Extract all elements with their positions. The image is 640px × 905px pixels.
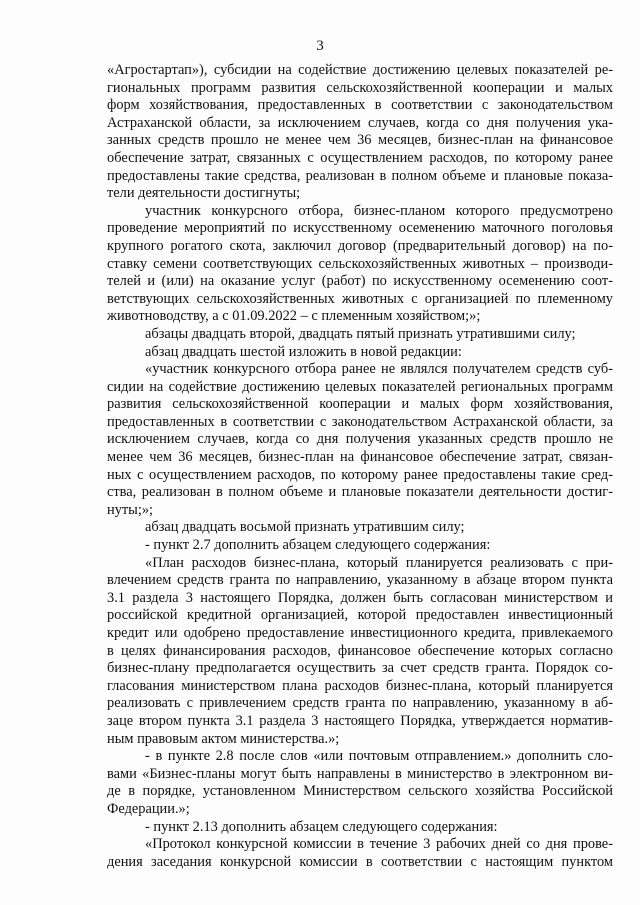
text-line: де в порядке, установленном Министерством сельского хозяйства Российской	[107, 783, 613, 800]
text-line: - пункт 2.7 дополнить абзацем следующего содержания:	[145, 537, 491, 554]
text-line: ных с осуществлением расходов, по которому ранее предоставлены такие сред-	[107, 466, 613, 483]
text-line: дения заседания конкурсной комиссии в соответствии с настоящим пунктом	[107, 853, 613, 870]
text-line: абзац двадцать восьмой признать утратившим силу;	[145, 519, 465, 536]
text-line: в целях финансирования расходов, финансовое обеспечение которых согласно	[107, 642, 613, 659]
text-line: «План расходов бизнес-плана, который планируется реализовать с при-	[145, 554, 613, 571]
text-line: занных средств прошло не менее чем 36 месяцев, бизнес-план на финансовое	[107, 132, 613, 149]
text-line: «Протокол конкурсной комиссии в течение 3 рабочих дней со дня прове-	[145, 836, 613, 853]
text-line: сидии на содействие достижению целевых показателей региональных программ	[107, 378, 613, 395]
text-line: телей и (или) на оказание услуг (работ) по искусственному осеменению соот-	[107, 273, 613, 290]
text-line: влечением средств гранта по направлению, указанному в абзаце втором пункта	[107, 572, 613, 589]
text-line: кредит или одобрено предоставление инвестиционного кредита, привлекаемого	[107, 625, 613, 641]
text-line: проведение мероприятий по искусственному осеменению маточного поголовья	[107, 220, 613, 237]
page-number: 3	[316, 38, 324, 54]
text-line: ставку семени соответствующих сельскохозяйственных животных – производи-	[107, 255, 613, 272]
text-line: животноводству, а с 01.09.2022 – с племенным хозяйством;»;	[107, 308, 481, 325]
text-line: нуты;»;	[107, 501, 154, 518]
text-line: - пункт 2.13 дополнить абзацем следующего содержания:	[145, 818, 498, 835]
text-line: 3.1 раздела 3 настоящего Порядка, должен быть согласован министерством и	[107, 589, 613, 606]
text-line: гласования министерством плана расходов бизнес-плана, который планируется	[107, 677, 613, 694]
text-line: реализовать с привлечением средств гранта по направлению, указанному в аб-	[107, 695, 613, 712]
text-line: ства, реализован в полном объеме и плановые показатели деятельности достиг-	[107, 484, 613, 501]
text-line: форм хозяйствования, предоставленных в соответствии с законодательством	[107, 97, 613, 114]
text-line: ным правовым актом министерства.»;	[107, 730, 340, 747]
body-text	[107, 62, 613, 871]
text-line: тели деятельности достигнуты;	[107, 185, 301, 202]
text-line: развития сельскохозяйственной кооперации и малых форм хозяйствования,	[107, 396, 613, 413]
text-line: крупного рогатого скота, заключил договор (предварительный договор) на по-	[107, 237, 613, 254]
text-line: «Агростартап»), субсидии на содействие достижению целевых показателей ре-	[107, 62, 613, 78]
text-line: абзацы двадцать второй, двадцать пятый признать утратившими силу;	[145, 325, 576, 342]
text-line: гиональных программ развития сельскохозяйственной кооперации и малых	[107, 79, 613, 96]
text-line: участник конкурсного отбора, бизнес-планом которого предусмотрено	[145, 202, 613, 219]
text-line: обеспечение затрат, связанных с осуществлением расходов, по которому ранее	[107, 149, 613, 166]
text-line: бизнес-плану предполагается осуществить за счет средств гранта. Порядок со-	[107, 660, 613, 677]
text-line: предоставлены такие средства, реализован в полном объеме и плановые показа-	[107, 167, 613, 184]
text-line: ветствующих сельскохозяйственных животных с организацией по племенному	[107, 290, 613, 307]
text-line: предоставленных в соответствии с законодательством Астраханской области, за	[107, 413, 613, 430]
text-line: Астраханской области, за исключением случаев, когда со дня получения ука-	[107, 114, 613, 131]
text-line: вами «Бизнес-планы могут быть направлены в министерство в электронном ви-	[107, 765, 613, 782]
text-line: исключением случаев, когда со дня получения указанных средств прошло не	[107, 431, 613, 448]
text-line: «участник конкурсного отбора ранее не являлся получателем средств суб-	[145, 361, 613, 378]
text-line: Федерации.»;	[107, 800, 190, 817]
text-line: абзац двадцать шестой изложить в новой редакции:	[145, 343, 462, 360]
text-line: российской кредитной организацией, которой предоставлен инвестиционный	[107, 607, 613, 624]
text-line: менее чем 36 месяцев, бизнес-план на финансовое обеспечение затрат, связан-	[107, 449, 613, 466]
text-line: - в пункте 2.8 после слов «или почтовым отправлением.» дополнить сло-	[145, 748, 613, 765]
text-line: заце втором пункта 3.1 раздела 3 настоящего Порядка, утверждается норматив-	[107, 712, 613, 729]
